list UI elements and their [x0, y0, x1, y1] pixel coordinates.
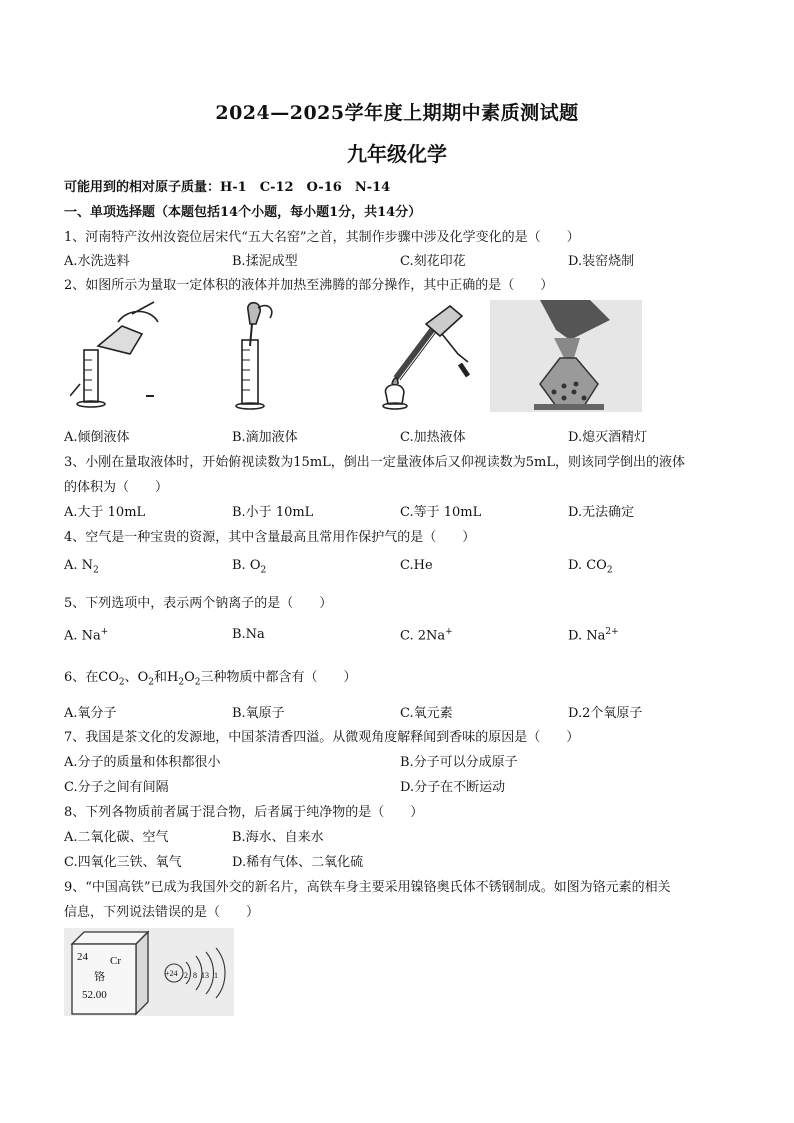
- q5-stem: 5、下列选项中，表示两个钠离子的是（ ）: [64, 596, 333, 611]
- q6-option-c: C.氧元素: [400, 706, 453, 721]
- q2-option-c: C.加热液体: [400, 430, 466, 445]
- shell-1: 2: [184, 971, 188, 980]
- atomic-mass-line: 可能用到的相对原子质量：H-1 C-12 O-16 N-14: [64, 180, 391, 195]
- extinguishing-lamp-figure: [490, 300, 642, 412]
- q4-stem: 4、空气是一种宝贵的资源，其中含量最高且常用作保护气的是（ ）: [64, 530, 476, 545]
- element-symbol: Cr: [110, 955, 121, 967]
- q2-option-d: D.熄灭酒精灯: [568, 430, 648, 445]
- q3-option-b: B.小于 10mL: [232, 505, 314, 520]
- q9-stem-line1: 9、“中国高铁”已成为我国外交的新名片，高铁车身主要采用镍铬奥氏体不锈钢制成。如图为铬元素的相关: [64, 880, 671, 895]
- section-heading: 一、单项选择题（本题包括14个小题，每小题1分，共14分）: [64, 205, 422, 220]
- heating-liquid-figure: [383, 306, 468, 409]
- atomic-number: 24: [77, 951, 88, 963]
- q2-figure-strip: [70, 300, 642, 418]
- q2-stem: 2、如图所示为量取一定体积的液体并加热至沸腾的部分操作，其中正确的是（ ）: [64, 278, 554, 293]
- element-name: 铬: [94, 970, 105, 983]
- q7-stem: 7、我国是茶文化的发源地，中国茶清香四溢。从微观角度解释闻到香味的原因是（ ）: [64, 730, 580, 745]
- q1-option-d: D.装窑烧制: [568, 254, 635, 269]
- q9-stem-line2: 信息，下列说法错误的是（ ）: [64, 905, 260, 920]
- nucleus-charge: +24: [165, 969, 178, 978]
- q5-option-c: C. 2Na+: [400, 627, 453, 644]
- q3-option-d: D.无法确定: [568, 505, 635, 520]
- shell-3: 13: [201, 971, 209, 980]
- exam-subtitle: 九年级化学: [347, 142, 447, 166]
- q3-option-a: A.大于 10mL: [64, 505, 146, 520]
- q8-option-d: D.稀有气体、二氧化硫: [232, 855, 364, 870]
- q2-option-a: A.倾倒液体: [64, 430, 130, 445]
- element-cell: [72, 932, 148, 1014]
- q7-option-c: C.分子之间有间隔: [64, 780, 169, 795]
- q5-option-b: B.Na: [232, 627, 265, 642]
- q6-stem: 6、在$CO_2$、$O_2$和$H_2O_2$三种物质中都含有（ ）: [64, 670, 357, 688]
- q6-option-a: A.氧分子: [64, 706, 117, 721]
- q4-option-b: B. $O_2$: [232, 558, 267, 576]
- q3-stem-line1: 3、小刚在量取液体时，开始俯视读数为15mL，倒出一定量液体后又仰视读数为5mL，则该同学倒出的液体: [64, 455, 686, 470]
- q1-option-c: C.刻花印花: [400, 254, 466, 269]
- q3-option-c: C.等于 10mL: [400, 505, 482, 520]
- dropping-liquid-figure: [236, 303, 272, 409]
- pouring-liquid-figure: [70, 302, 158, 407]
- shell-4: 1: [214, 971, 218, 980]
- q7-option-a: A.分子的质量和体积都很小: [64, 755, 221, 770]
- q8-option-c: C.四氧化三铁、氧气: [64, 855, 182, 870]
- chromium-info-figure: [64, 928, 234, 1016]
- q4-option-c: C.He: [400, 558, 433, 573]
- q4-option-d: D. $CO_2$: [568, 558, 613, 576]
- q1-stem: 1、河南特产汝州汝瓷位居宋代“五大名窑”之首，其制作步骤中涉及化学变化的是（ ）: [64, 230, 580, 245]
- q8-option-b: B.海水、自来水: [232, 830, 324, 845]
- q1-option-a: A.水洗选料: [64, 254, 130, 269]
- q2-option-b: B.滴加液体: [232, 430, 298, 445]
- exam-title: 2024—2025学年度上期期中素质测试题: [215, 102, 579, 124]
- q6-option-d: D.2个氧原子: [568, 706, 643, 721]
- q3-stem-line2: 的体积为（ ）: [64, 480, 169, 495]
- q7-option-d: D.分子在不断运动: [400, 780, 506, 795]
- q4-option-a: A. $N_2$: [64, 558, 99, 576]
- q5-option-a: A. Na+: [64, 627, 109, 644]
- shell-2: 8: [193, 971, 197, 980]
- atomic-mass: 52.00: [82, 989, 107, 1001]
- q6-option-b: B.氧原子: [232, 706, 285, 721]
- q5-option-d: D. $Na^{2+}$: [568, 627, 619, 644]
- q1-option-b: B.揉泥成型: [232, 254, 298, 269]
- q8-option-a: A.二氧化碳、空气: [64, 830, 169, 845]
- q7-option-b: B.分子可以分成原子: [400, 755, 518, 770]
- q8-stem: 8、下列各物质前者属于混合物，后者属于纯净物的是（ ）: [64, 805, 424, 820]
